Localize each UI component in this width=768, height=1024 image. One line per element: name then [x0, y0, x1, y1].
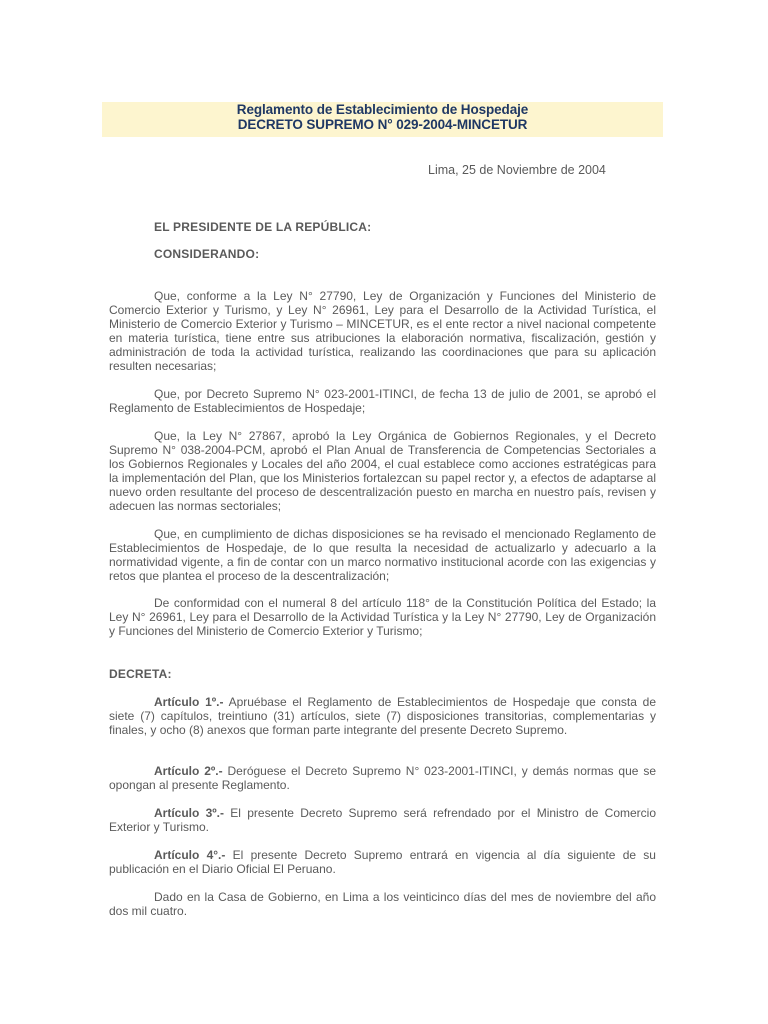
decree-number: DECRETO SUPREMO N° 029-2004-MINCETUR — [237, 117, 528, 132]
article-paragraph — [109, 695, 656, 737]
article-text: Apruébase el Reglamento de Establecimientos de Hospedaje que consta de siete (7) capítulos, treintiuno (31) artículos, siete (7) disposiciones transitorias, complementarias y finales, y ocho (8) anexos que forman parte integrante del presente Decreto Supremo. — [109, 695, 656, 737]
article-paragraph — [109, 764, 656, 792]
article-text: El presente Decreto Supremo será refrendado por el Ministro de Comercio Exterior y Turismo. — [109, 806, 656, 834]
closing-paragraph: Dado en la Casa de Gobierno, en Lima a los veinticinco días del mes de noviembre del año dos mil cuatro. — [109, 890, 656, 918]
considerando-paragraph: Que, en cumplimiento de dichas disposiciones se ha revisado el mencionado Reglamento de Establecimientos de Hospedaje, de lo que resulta la necesidad de actualizarlo y adecuarlo a la normatividad vigente, a fin de contar con un marco normativo institucional acorde con las exigencias y retos que plantea el proceso de la descentralización; — [109, 527, 656, 583]
article-label: Artículo 3º.- — [154, 806, 225, 820]
considerando-paragraph: De conformidad con el numeral 8 del artículo 118° de la Constitución Política del Estado; la Ley N° 26961, Ley para el Desarrollo de la Actividad Turística y la Ley N° 27790, Ley de Organización y Funciones del Ministerio de Comercio Exterior y Turismo; — [109, 596, 656, 638]
article-text: El presente Decreto Supremo entrará en vigencia al día siguiente de su publicación en el Diario Oficial El Peruano. — [109, 848, 656, 876]
article-label: Artículo 1º.- — [154, 695, 224, 709]
title-banner — [102, 102, 663, 137]
article-text: Deróguese el Decreto Supremo N° 023-2001-ITINCI, y demás normas que se opongan al presente Reglamento. — [109, 764, 656, 792]
article-paragraph — [109, 848, 656, 876]
considerando-paragraph: Que, la Ley N° 27867, aprobó la Ley Orgánica de Gobiernos Regionales, y el Decreto Supremo N° 038-2004-PCM, aprobó el Plan Anual de Transferencia de Competencias Sectoriales a los Gobiernos Regionales y Locales del año 2004, el cual establece como acciones estratégicas para la implementación del Plan, que los Ministerios fortalezcan su papel rector y, a efectos de adaptarse al nuevo orden resultante del proceso de descentralización puesto en marcha en nuestro país, revisen y adecuen las normas sectoriales; — [109, 429, 656, 513]
presidente-heading: EL PRESIDENTE DE LA REPÚBLICA: — [154, 220, 372, 234]
article-paragraph — [109, 806, 656, 834]
considerando-heading: CONSIDERANDO: — [154, 247, 260, 261]
article-label: Artículo 4°.- — [154, 848, 226, 862]
article-label: Artículo 2º.- — [154, 764, 223, 778]
considerando-paragraph: Que, por Decreto Supremo N° 023-2001-ITINCI, de fecha 13 de julio de 2001, se aprobó el Reglamento de Establecimientos de Hospedaje; — [109, 387, 656, 415]
document-date: Lima, 25 de Noviembre de 2004 — [428, 163, 606, 177]
considerando-paragraph: Que, conforme a la Ley N° 27790, Ley de Organización y Funciones del Ministerio de Comercio Exterior y Turismo, y Ley N° 26961, Ley para el Desarrollo de la Actividad Turística, el Ministerio de Comercio Exterior y Turismo – MINCETUR, es el ente rector a nivel nacional competente en materia turística, tiene entre sus atribuciones la elaboración normativa, fiscalización, gestión y administración de toda la actividad turística, realizando las coordinaciones que para su aplicación resulten necesarias; — [109, 289, 656, 373]
decreta-heading: DECRETA: — [109, 667, 172, 681]
document-title: Reglamento de Establecimiento de Hospedaje — [236, 102, 529, 117]
